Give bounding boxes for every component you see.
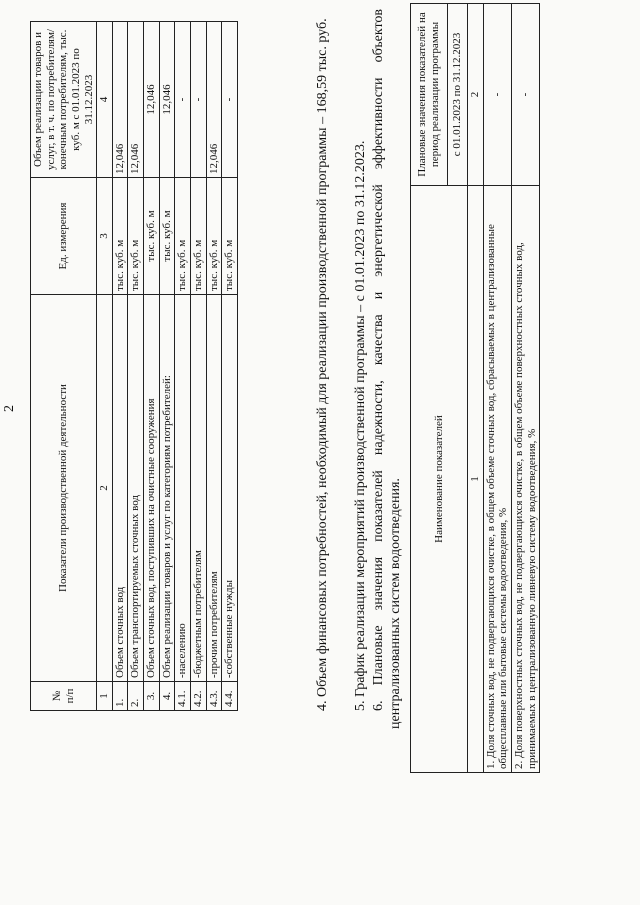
table-cell: 1. <box>112 682 128 711</box>
table-cell: 4. <box>159 682 175 711</box>
table-cell: 1 <box>97 682 113 711</box>
table-cell: - <box>222 22 238 178</box>
table-cell: Объем сточных вод, поступивших на очистные сооружения <box>144 295 160 682</box>
paragraph-4: 4. Объем финансовых потребностей, необходимый для реализации производственной программы – 168,59 тыс. руб. <box>315 18 330 711</box>
table-cell: 12,046 <box>128 22 144 178</box>
table-cell: тыс. куб. м <box>206 178 222 295</box>
paragraph-5: 5. График реализации мероприятий производственной программы – с 01.01.2023 по 31.12.2023. <box>353 140 368 711</box>
table-cell: 2 <box>468 4 484 186</box>
table-row <box>206 22 222 711</box>
table-cell: - <box>191 22 207 178</box>
table-cell: тыс. куб. м <box>175 178 191 295</box>
table-cell: -прочим потребителям <box>206 295 222 682</box>
table-cell: 1 <box>468 186 484 773</box>
table-cell: 12,046 <box>144 22 160 178</box>
table-cell: Объем реализации товаров и услуг по категориям потребителей: <box>159 295 175 682</box>
header-cell: № п/п <box>31 682 97 711</box>
table-row <box>222 22 238 711</box>
table-cell: 3 <box>97 178 113 295</box>
table-cell: Объем сточных вод <box>112 295 128 682</box>
page-number: 2 <box>2 405 17 412</box>
table-cell: тыс. куб. м <box>191 178 207 295</box>
table-cell: -собственные нужды <box>222 295 238 682</box>
table-cell: 3. <box>144 682 160 711</box>
table-cell: 4.4. <box>222 682 238 711</box>
table-cell: тыс. куб. м <box>144 178 160 295</box>
table-row <box>112 22 128 711</box>
table-cell: тыс. куб. м <box>222 178 238 295</box>
table-cell: - <box>175 22 191 178</box>
table-row <box>191 22 207 711</box>
table-cell: Объем транспортируемых сточных вод <box>128 295 144 682</box>
table-cell: 12,046 <box>206 22 222 178</box>
table-cell: 4 <box>97 22 113 178</box>
production-table <box>30 21 238 711</box>
header-cell: Наименование показателей <box>411 186 468 773</box>
table-row <box>468 4 484 773</box>
table-row <box>175 22 191 711</box>
table-row <box>31 22 97 711</box>
table-cell: -населению <box>175 295 191 682</box>
table-cell: - <box>483 4 511 186</box>
indicators-table <box>410 3 540 773</box>
header-cell: Объем реализации товаров и услуг, в т. ч. по потребителям/ конечным потребителям, тыс. куб. м с 01.01.2023 по 31.12.2023 <box>31 22 97 178</box>
table-cell: тыс. куб. м <box>159 178 175 295</box>
table-cell: 12,046 <box>159 22 175 178</box>
table-cell: 12,046 <box>112 22 128 178</box>
table-cell: 2 <box>97 295 113 682</box>
table-row <box>511 4 539 773</box>
table-cell: 4.2. <box>191 682 207 711</box>
table-cell: -бюджетным потребителям <box>191 295 207 682</box>
table-cell: тыс. куб. м <box>112 178 128 295</box>
table-cell: 4.3. <box>206 682 222 711</box>
header-cell: Ед. измерения <box>31 178 97 295</box>
table-cell: тыс. куб. м <box>128 178 144 295</box>
table-row <box>483 4 511 773</box>
table-row <box>144 22 160 711</box>
table-row <box>411 4 448 773</box>
table-row <box>97 22 113 711</box>
table-cell: 2. <box>128 682 144 711</box>
table-cell: 2. Доля поверхностных сточных вод, не подвергающихся очистке, в общем объеме поверхностных сточных вод, принимаемых в централизованную ливневую систему водоотведения, % <box>511 186 539 773</box>
header-cell: Плановые значения показателей на период реализации программы <box>411 4 448 186</box>
table-cell: 4.1. <box>175 682 191 711</box>
table-row <box>159 22 175 711</box>
header-cell: с 01.01.2023 по 31.12.2023 <box>447 4 467 186</box>
paragraph-6: 6. Плановые значения показателей надежности, качества и энергетической эффективности объектов централизованных систем водоотведения. <box>371 9 403 729</box>
table-cell: 1. Доля сточных вод, не подвергающихся очистке, в общем объеме сточных вод, сбрасываемых в централизованные общесплавные или бытовые системы водоотведения, % <box>483 186 511 773</box>
header-cell: Показатели производственной деятельности <box>31 295 97 682</box>
table-row <box>128 22 144 711</box>
table-cell: - <box>511 4 539 186</box>
